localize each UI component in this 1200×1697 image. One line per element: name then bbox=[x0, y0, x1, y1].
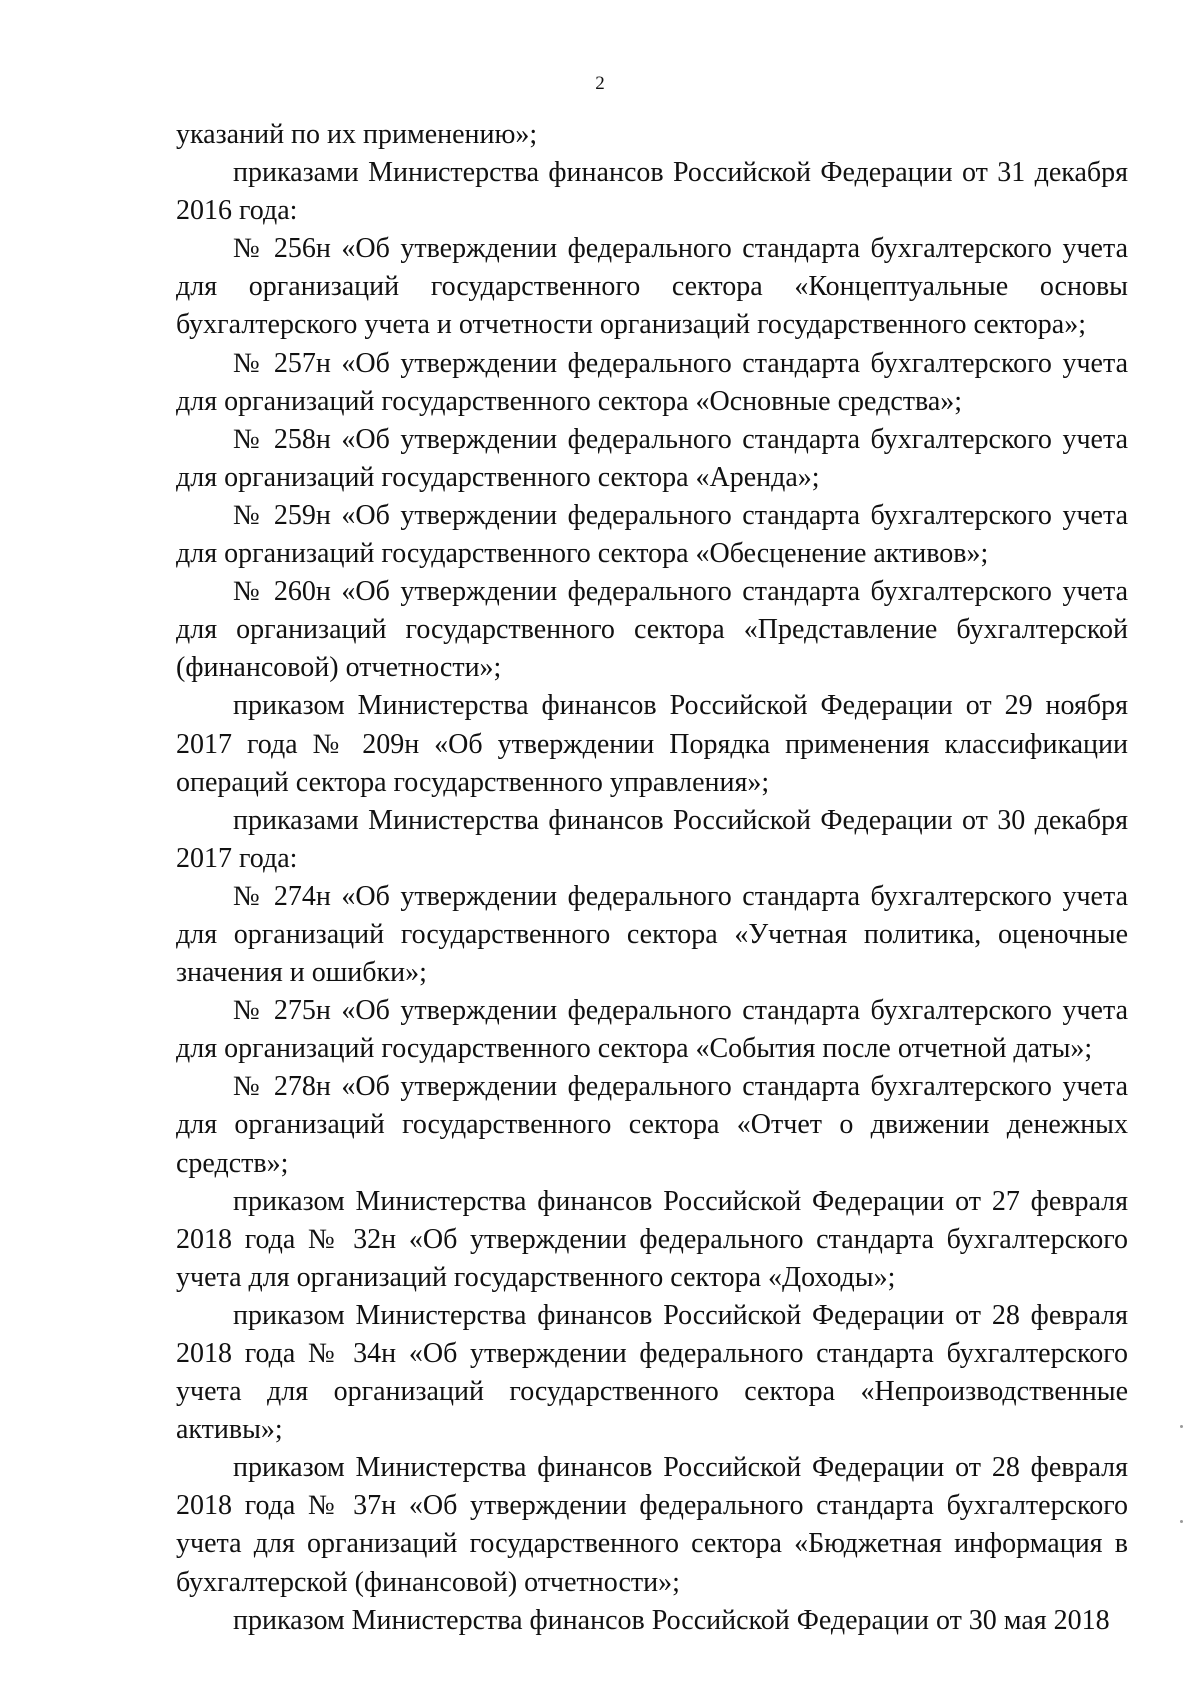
paragraph: приказом Министерства финансов Российской Федерации от 29 ноября 2017 года № 209н «Об утверждении Порядка применения классификации операций сектора государственного управления»; bbox=[176, 690, 1128, 798]
document-body bbox=[176, 116, 1128, 1640]
paragraph: приказами Министерства финансов Российской Федерации от 31 декабря 2016 года: bbox=[176, 157, 1128, 227]
page-number: 2 bbox=[595, 73, 605, 94]
paragraph: приказом Министерства финансов Российской Федерации от 30 мая 2018 bbox=[233, 1604, 1110, 1636]
paragraph: № 258н «Об утверждении федерального стандарта бухгалтерского учета для организаций государственного сектора «Аренда»; bbox=[176, 423, 1128, 493]
paragraph: приказом Министерства финансов Российской Федерации от 28 февраля 2018 года № 37н «Об утверждении федерального стандарта бухгалтерского учета для организаций государственного сектора «Бюджетная информация в бухгалтерской (финансовой) отчетности»; bbox=[176, 1452, 1128, 1598]
paragraph: № 256н «Об утверждении федерального стандарта бухгалтерского учета для организаций государственного сектора «Концептуальные основы бухгалтерского учета и отчетности организаций государственного сектора»; bbox=[176, 233, 1128, 341]
paragraph: приказом Министерства финансов Российской Федерации от 27 февраля 2018 года № 32н «Об утверждении федерального стандарта бухгалтерского учета для организаций государственного сектора «Доходы»; bbox=[176, 1185, 1128, 1293]
paragraph: № 257н «Об утверждении федерального стандарта бухгалтерского учета для организаций государственного сектора «Основные средства»; bbox=[176, 347, 1128, 417]
paragraph: приказами Министерства финансов Российской Федерации от 30 декабря 2017 года: bbox=[176, 804, 1128, 874]
scan-speck bbox=[1180, 1425, 1183, 1428]
paragraph: № 275н «Об утверждении федерального стандарта бухгалтерского учета для организаций государственного сектора «События после отчетной даты»; bbox=[176, 995, 1128, 1065]
paragraph: № 278н «Об утверждении федерального стандарта бухгалтерского учета для организаций государственного сектора «Отчет о движении денежных средств»; bbox=[176, 1071, 1128, 1179]
paragraph: № 259н «Об утверждении федерального стандарта бухгалтерского учета для организаций государственного сектора «Обесценение активов»; bbox=[176, 499, 1128, 570]
paragraph: № 260н «Об утверждении федерального стандарта бухгалтерского учета для организаций государственного сектора «Представление бухгалтерской (финансовой) отчетности»; bbox=[176, 576, 1128, 684]
paragraph: № 274н «Об утверждении федерального стандарта бухгалтерского учета для организаций государственного сектора «Учетная политика, оценочные значения и ошибки»; bbox=[176, 880, 1128, 989]
scan-speck bbox=[1180, 1520, 1183, 1523]
paragraph: указаний по их применению»; bbox=[176, 119, 538, 150]
paragraph: приказом Министерства финансов Российской Федерации от 28 февраля 2018 года № 34н «Об утверждении федерального стандарта бухгалтерского учета для организаций государственного сектора «Непроизводственные активы»; bbox=[176, 1299, 1128, 1446]
